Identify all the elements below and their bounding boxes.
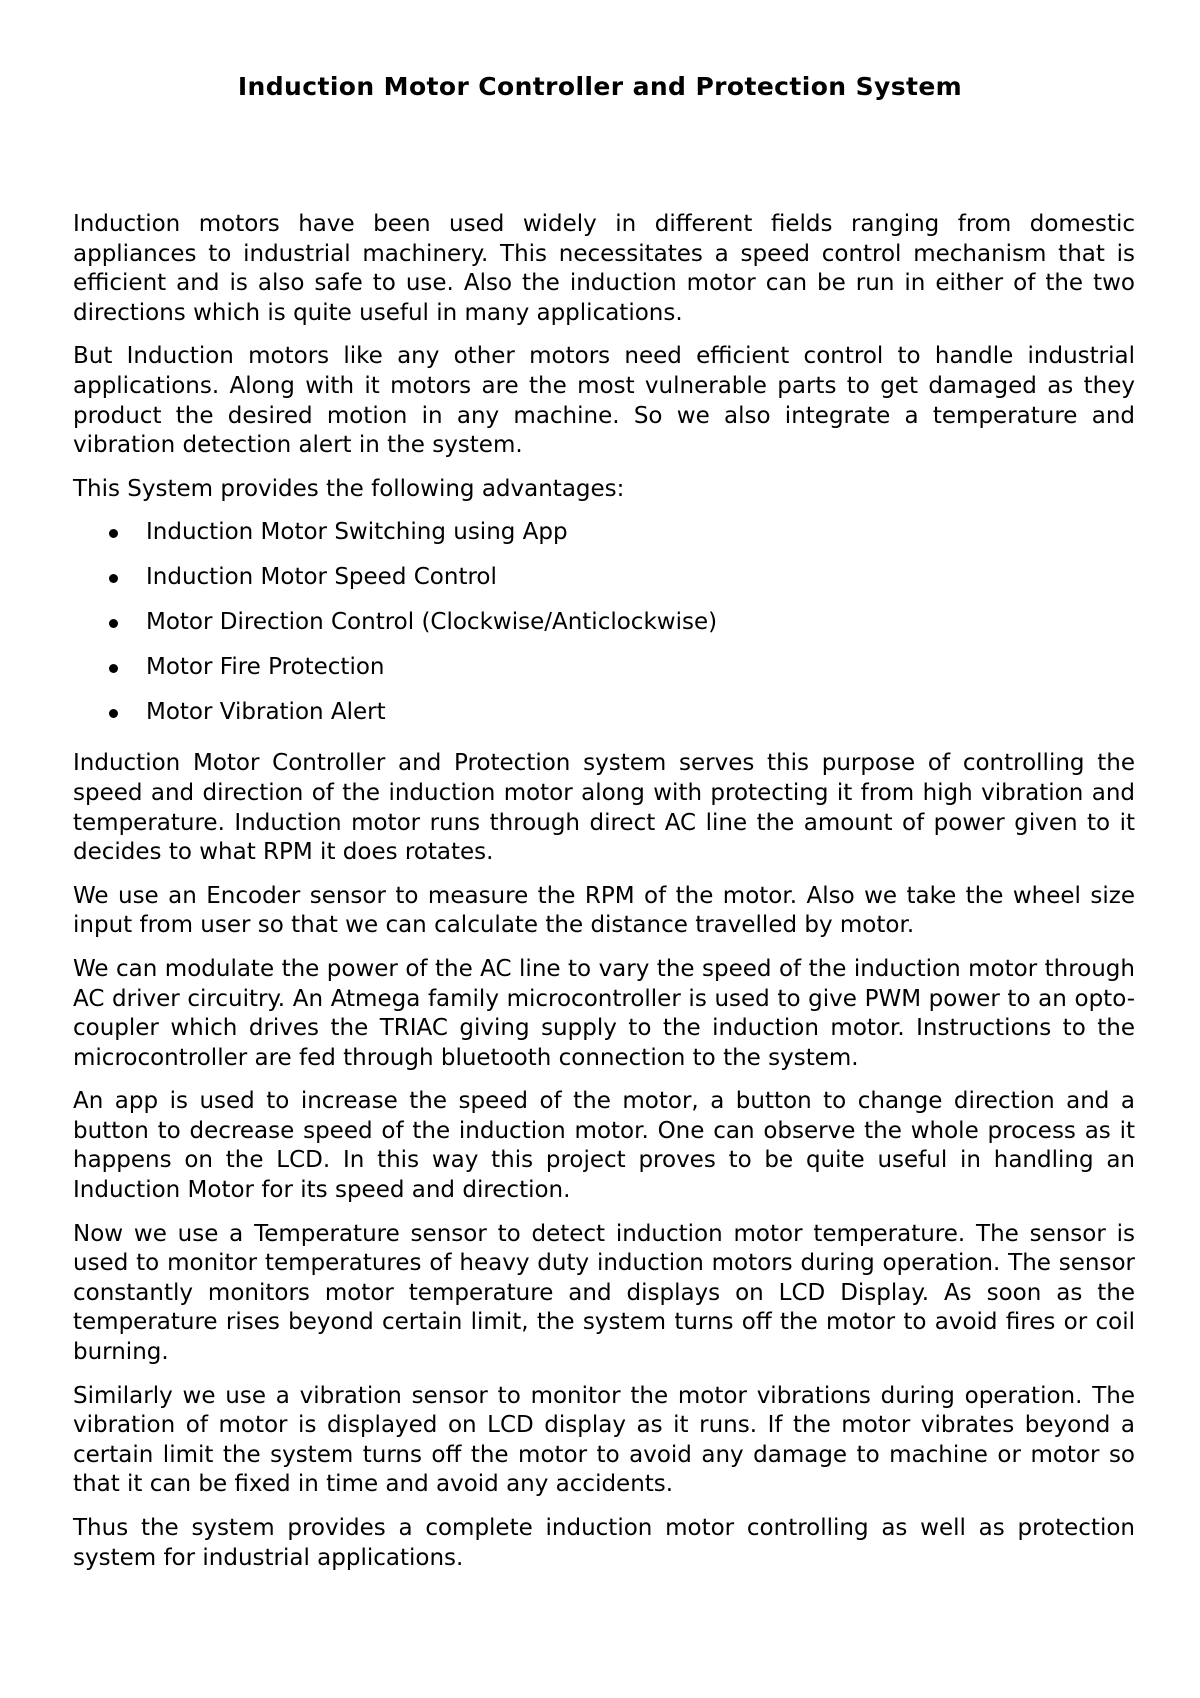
list-item	[73, 608, 1135, 653]
app-control-paragraph: An app is used to increase the speed of the motor, a button to change direction and a button to decrease speed of the induction motor. One can observe the whole process as it happens on the LCD. In this way this project proves to be quite useful in handling an Induction Motor for its speed and direction.	[73, 1088, 1135, 1204]
list-item-label: Induction Motor Switching using App	[146, 519, 568, 546]
purpose-paragraph: Induction Motor Controller and Protection system serves this purpose of controlling the speed and direction of the induction motor along with protecting it from high vibration and temperature. Induction motor runs through direct AC line the amount of power given to it decides to what RPM it does rotates.	[73, 750, 1135, 866]
advantages-intro: This System provides the following advantages:	[73, 475, 625, 502]
vulnerability-paragraph: But Induction motors like any other motors need efficient control to handle industrial applications. Along with it motors are the most vulnerable parts to get damaged as they product the desired motion in any machine. So we also integrate a temperature and vibration detection alert in the system.	[73, 343, 1135, 459]
bullet-icon	[109, 529, 118, 538]
bullet-icon	[109, 664, 118, 673]
document-title: Induction Motor Controller and Protection System	[237, 72, 963, 101]
intro-paragraph: Induction motors have been used widely in different fields ranging from domestic appliances to industrial machinery. This necessitates a speed control mechanism that is efficient and is also safe to use. Also the induction motor can be run in either of the two directions which is quite useful in many applications.	[73, 211, 1135, 326]
encoder-paragraph: We use an Encoder sensor to measure the RPM of the motor. Also we take the wheel size input from user so that we can calculate the distance travelled by motor.	[73, 882, 1135, 939]
temperature-paragraph: Now we use a Temperature sensor to detect induction motor temperature. The sensor is used to monitor temperatures of heavy duty induction motors during operation. The sensor constantly monitors motor temperature and displays on LCD Display. As soon as the temperature rises beyond certain limit, the system turns off the motor to avoid fires or coil burning.	[73, 1220, 1135, 1366]
bullet-icon	[109, 709, 118, 718]
list-item	[73, 698, 1135, 743]
advantages-list	[73, 518, 1135, 743]
bullet-icon	[109, 574, 118, 583]
bullet-icon	[109, 619, 118, 628]
conclusion-paragraph: Thus the system provides a complete induction motor controlling as well as protection system for industrial applications.	[73, 1515, 1135, 1571]
vibration-paragraph: Similarly we use a vibration sensor to monitor the motor vibrations during operation. The vibration of motor is displayed on LCD display as it runs. If the motor vibrates beyond a certain limit the system turns off the motor to avoid any damage to machine or motor so that it can be fixed in time and avoid any accidents.	[73, 1382, 1135, 1498]
document-body	[73, 210, 1135, 1587]
list-item	[73, 563, 1135, 608]
list-item-label: Motor Fire Protection	[146, 654, 385, 681]
list-item-label: Motor Vibration Alert	[146, 699, 386, 726]
ac-driver-paragraph: We can modulate the power of the AC line to vary the speed of the induction motor through AC driver circuitry. An Atmega family microcontroller is used to give PWM power to an opto-coupler which drives the TRIAC giving supply to the induction motor. Instructions to the microcontroller are fed through bluetooth connection to the system.	[73, 955, 1135, 1071]
list-item-label: Motor Direction Control (Clockwise/Anticlockwise)	[146, 609, 718, 636]
list-item	[73, 653, 1135, 698]
list-item	[73, 518, 1135, 563]
list-item-label: Induction Motor Speed Control	[146, 564, 497, 591]
